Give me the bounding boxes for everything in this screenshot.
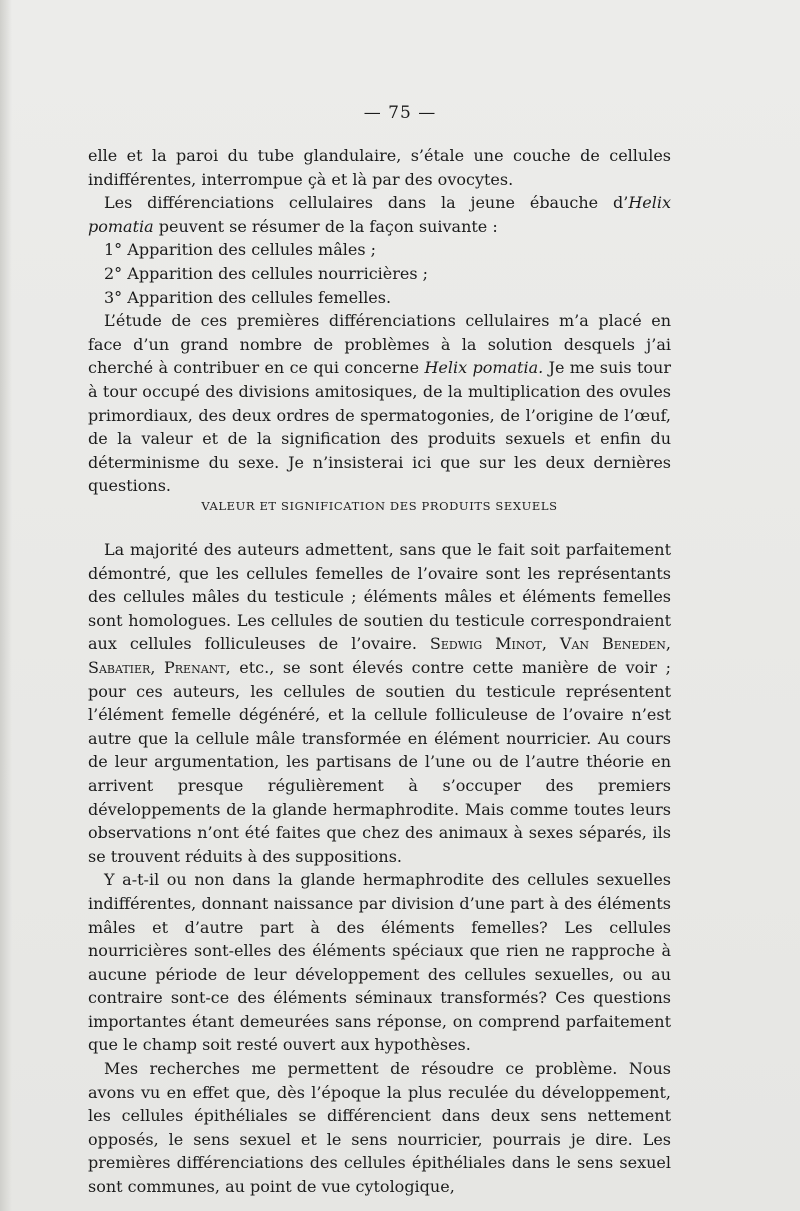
- text-span: , etc., se sont élevés contre cette manière de voir ; pour ces auteurs, les cellules de soutien du testicule représentent l’élément femelle dégénéré, et la cellule folliculeuse de l’ovaire n’est autre que la cellule mâle transformée en élément nourricier. Au cours de leur argumentation, les partisans de l’une ou de l’autre théorie en arrivent presque régulièrement à s’occuper des premiers développements de la glande hermaphrodite. Mais comme toutes leurs observations n’ont été faites que chez des animaux à sexes séparés, ils se trouvent réduits à des suppositions.: [88, 657, 672, 866]
- author-names: Sedwig Minot, Van Beneden, Sabatier, Prenant: [88, 634, 671, 677]
- text-span: L’étude de ces premières différenciations cellulaires m’a placé en face d’un grand nombre de problèmes à la solution desquels j’ai cherché à contribuer en ce qui concerne: [88, 311, 671, 378]
- bottom-text-block: [88, 538, 671, 1199]
- paragraph-research: Mes recherches me permettent de résoudre ce problème. Nous avons vu en effet que, dès l’époque la plus reculée du développement, les cellules épithéliales se différencient dans deux sens nettement opposés, le sens sexuel et le sens nourricier, pourrais je dire. Les premières différenciations des cellules épithéliales dans le sens sexuel sont communes, au point de vue cytologique,: [88, 1059, 671, 1197]
- section-heading: VALEUR ET SIGNIFICATION DES PRODUITS SEXUELS: [201, 499, 558, 513]
- page-number: — 75 —: [363, 103, 437, 123]
- text-span: Je me suis tour à tour occupé des divisions amitosiques, de la multiplication des ovules primordiaux, des deux ordres de spermatogonies, de l’origine de l’œuf, de la valeur et de la signification des produits sexuels et enfin du déterminisme du sexe. Je n’insisterai ici que sur les deux dernières questions.: [88, 358, 671, 496]
- paragraph-questions: Y a-t-il ou non dans la glande hermaphrodite des cellules sexuelles indifférentes, donnant naissance par division d’une part à des éléments mâles et d’autre part à des éléments femelles? Les cellules nourricières sont-elles des éléments spéciaux que rien ne rapproche à aucune période de leur développement des cellules sexuelles, ou au contraire sont-ce des éléments séminaux transformés? Ces questions importantes étant demeurées sans réponse, on comprend parfaitement que le champ soit resté ouvert aux hypothèses.: [88, 870, 671, 1055]
- species-name: Helix pomatia.: [424, 358, 544, 378]
- text-span: La majorité des auteurs admettent, sans que le fait soit parfaitement démontré, que les cellules femelles de l’ovaire sont les représentants des cellules mâles du testicule ; éléments mâles et éléments femelles sont homologues. Les cellules de soutien du testicule correspondraient aux cellules folliculeuses de l’ovaire.: [88, 540, 671, 654]
- text-span: Les différenciations cellulaires dans la jeune ébauche d’: [104, 193, 629, 213]
- paragraph-differentiations: [88, 191, 671, 238]
- paragraph-continuation: elle et la paroi du tube glandulaire, s’étale une couche de cellules indifférentes, interrompue çà et là par des ovocytes.: [88, 146, 671, 189]
- paragraph-study: [88, 309, 671, 498]
- paragraph-majority: [88, 538, 671, 868]
- page-edge-shadow: [0, 0, 12, 1211]
- top-text-block: [88, 144, 671, 498]
- list-item: 1° Apparition des cellules mâles ;: [104, 240, 377, 260]
- list-item: 3° Apparition des cellules femelles.: [104, 287, 392, 307]
- species-name: Helix pomatia: [88, 193, 671, 236]
- text-span: peuvent se résumer de la façon suivante :: [153, 216, 498, 236]
- list-item: 2° Apparition des cellules nourricières ;: [104, 263, 429, 283]
